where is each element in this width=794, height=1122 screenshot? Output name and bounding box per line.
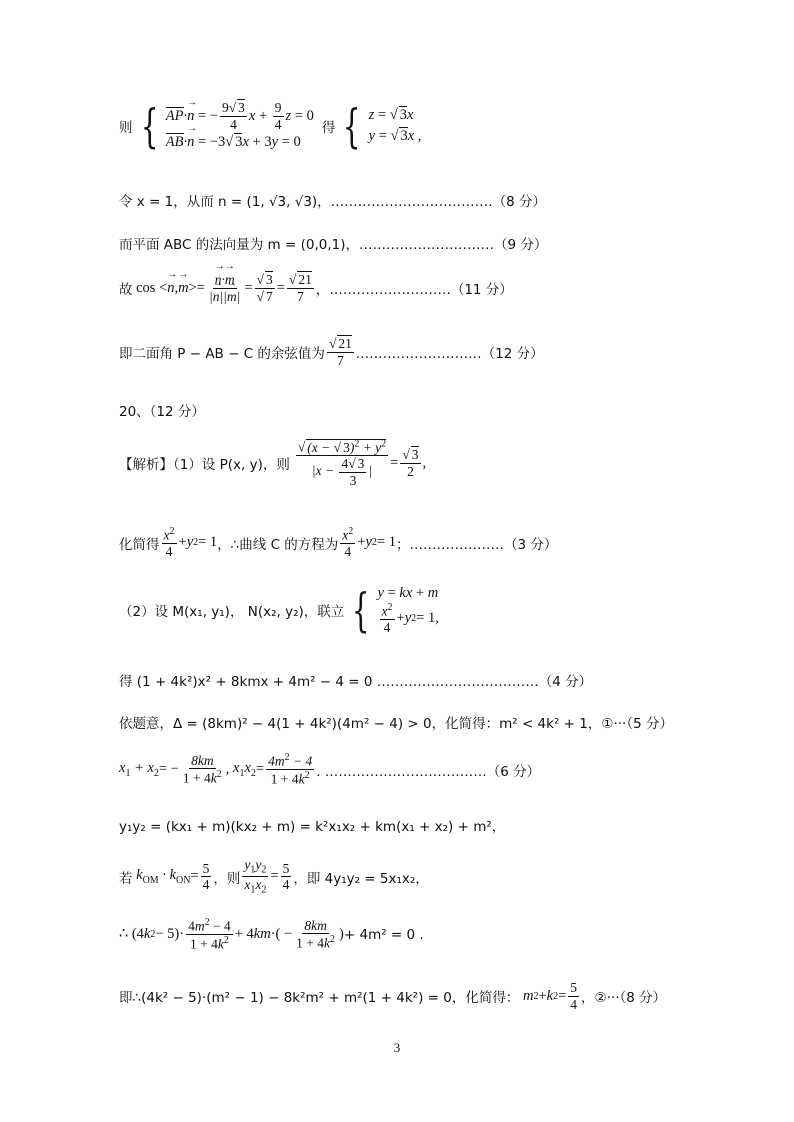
text-dihedral: 即二面角 P − AB − C 的余弦值为 [119,346,325,363]
line-vieta: $x_1 + x_2$ = − $\frac{8km}{1 + 4k^2}$ , $x_1x_2$ = $\frac{4m^2 - 4}{1 + 4k^2}$ . ………………………………（6 分） [119,752,541,787]
text-curve: ，∴曲线 C 的方程为 [217,536,339,553]
line-solution-1: 【解析】（1）设 P(x, y)，则 √ (x − √ $3)^2 + y^2$ |x − $\frac{4√ 3}{3}$ | = $\frac{√ 3}{2}$ , [119,438,427,488]
text-ruo: 若 [119,870,133,887]
text-score-8: ，②···（8 分） [581,990,667,1007]
problem-20-heading: 20、（12 分） [119,404,205,420]
line-normal-n: 令 x = 1，从而 n = (1, √3, √3)，………………………………（8 分） [119,194,547,210]
brace-left: { [140,98,158,153]
brace-lianli: { [352,583,370,638]
line-quadratic: 得 (1 + 4k²)x² + 8kmx + 4m² − 4 = 0 ………………………………（4 分） [119,674,593,690]
text-huajian: 化简得 [119,536,160,553]
line-discriminant: 依题意，Δ = (8km)² − 4(1 + 4k²)(4m² − 4) > 0，化简得：m² < 4k² + 1，①···（5 分） [119,716,673,732]
line-dihedral: 即二面角 P − AB − C 的余弦值为 $\frac{√ 21}{7}$ .………………………（12 分） [119,336,544,368]
line-ellipse: 化简得 $\frac{x^2}{4}$ + y 2 = 1 ，∴曲线 C 的方程为 $\frac{x^2}{4}$ + y 2 = 1 ；…………………（3 分） [119,526,558,560]
system-right: z = √ 3x y = √ 3x , [368,106,422,144]
text-score-12: .………………………（12 分） [355,346,544,363]
line-slope-product: 若 $k_{OM} \cdot k_{ON}$ = $\frac{5}{4}$ ，则 $\frac{y_1y_2}{x_1x_2}$ = $\frac{5}{4}$ ，即 4y₁y₂ = 5x₁x₂， [119,857,429,896]
text-de: 得 [321,119,336,136]
text-score-3: ；…………………（3 分） [395,536,558,553]
line-cos: 故 cos < → n , → m >= → $\frac{n\cdot\to m}{|\to n||\to m|}$ = $\frac{√ 3}{√ 7}$ = $\frac{√ 21}{7}$ ，………………………（11 分） [119,272,513,304]
text-gu: 故 [119,282,133,299]
line-final: 即∴(4k² − 5)·(m² − 1) − 8k²m² + m²(1 + 4k²) = 0，化简得： m 2 + k 2 = $\frac{5}{4}$ ，②···（8 分） [119,980,667,1012]
text-ji-simplify: 即∴(4k² − 5)·(m² − 1) − 8k²m² + m²(1 + 4k²) = 0，化简得： [119,990,520,1007]
text-ze2: ，则 [213,870,241,887]
system-left: AP · → n = − $\frac{9√ 3}{4}$ x + $\frac{9}{4}$ z = 0 AB·→ n = −3√ 3x + 3y = 0 [166,100,314,151]
text-jiexi: 【解析】（1）设 P(x, y)，则 [119,457,290,474]
line-part-2 [119,585,439,636]
brace-right: { [343,98,361,153]
text-score-11: ，………………………（11 分） [315,282,513,299]
line-y1y2: y₁y₂ = (kx₁ + m)(kx₂ + m) = k²x₁x₂ + km(x₁ + x₂) + m²， [119,819,506,835]
text-ji: ，即 4y₁y₂ = 5x₁x₂， [293,870,429,887]
text-eq-zero: + 4m² = 0 . [343,926,424,943]
eq-system-1 [119,100,421,151]
text-part2: （2）设 M(x₁, y₁)， N(x₂, y₂)，联立 [119,604,345,621]
line-normal-m: 而平面 ABC 的法向量为 m = (0,0,1)，…………………………（9 分） [119,237,548,253]
line-therefore: ∴ (4 k 2 − 5)· $\frac{4m^2 - 4}{1 + 4k^2}$ + 4 km ·( − $\frac{8km}{1 + 4k^2}$ ) + 4m² = 0 . [119,917,424,952]
system-line-ellipse: y = kx + m $\frac{x^2}{4}$ + y 2 = 1 , [377,585,439,636]
page-number: 3 [393,1040,401,1055]
text-ze: 则 [119,119,133,136]
text-score-6: . ………………………………（6 分） [316,763,541,780]
